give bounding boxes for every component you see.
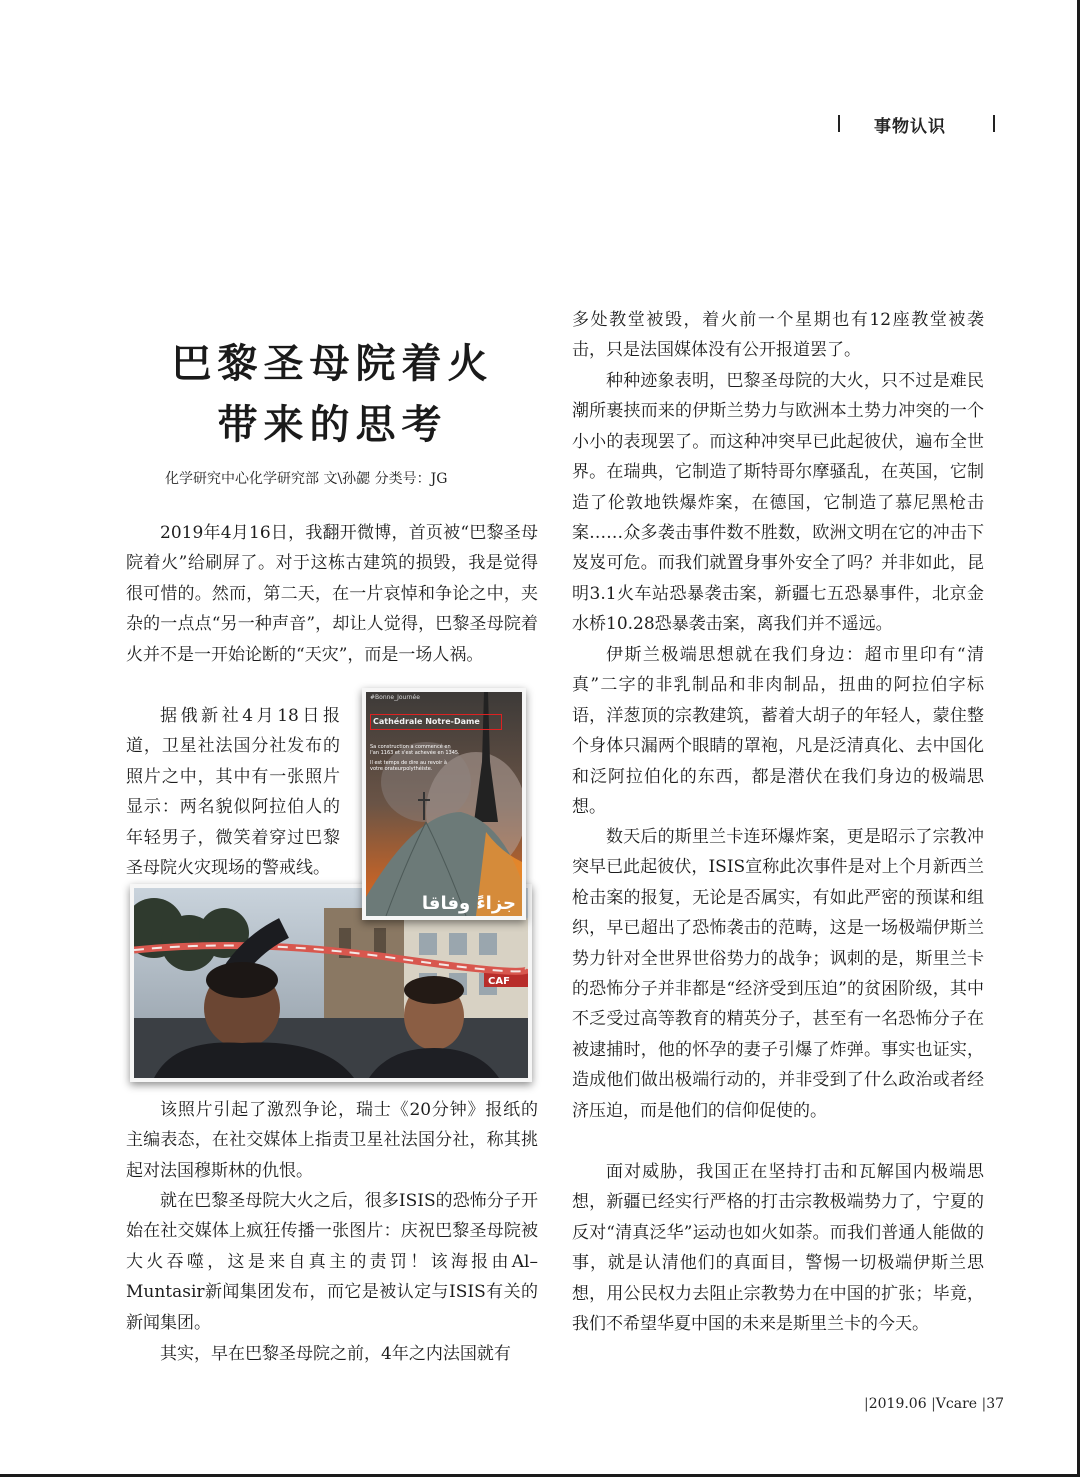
paragraph: 数天后的斯里兰卡连环爆炸案，更是昭示了宗教冲突早已此起彼伏，ISIS宣称此次事件是对上个月新西兰枪击案的报复，无论是否属实，有如此严密的预谋和组织，早已超出了恐怖袭击的范畴，这是一场极端伊斯兰势力针对全世界世俗势力的战争；讽刺的是，斯里兰卡的恐怖分子并非都是“经济受到压迫”的贫困阶级，其中不乏受过高等教育的精英分子，甚至有一名恐怖分子在被逮捕时，他的怀孕的妻子引爆了炸弹。事实也证实，造成他们做出极端行动的，并非受到了什么政治或者经济压迫，而是他们的信仰促使的。 (572, 827, 984, 1121)
divider (838, 115, 840, 132)
cafe-sign-text: CAF (488, 976, 510, 987)
divider: | (981, 1396, 987, 1412)
section-header (830, 112, 1010, 136)
section-label: 事物认识 (874, 117, 946, 137)
poster-caption: l'an 1163 et s'est achevée en 1345. (370, 750, 460, 756)
poster-tag: #Bonne_Journée (370, 694, 420, 701)
page-footer (864, 1396, 1004, 1412)
paragraph: 其实，早在巴黎圣母院之前，4年之内法国就有 (160, 1344, 511, 1364)
byline: 化学研究中心化学研究部 文\孙勰 分类号：JG (165, 471, 448, 487)
magazine-name: Vcare (935, 1396, 978, 1412)
paragraph: 种种迹象表明，巴黎圣母院的大火，只不过是难民潮所裹挟而来的伊斯兰势力与欧洲本土势力冲突的一个小小的表现罢了。而这种冲突早已此起彼伏，遍布全世界。在瑞典，它制造了斯特哥尔摩骚乱，在英国，它制造了伦敦地铁爆炸案，在德国，它制造了慕尼黑枪击案……众多袭击事件数不胜数，欧洲文明在它的冲击下岌岌可危。而我们就置身事外安全了吗？并非如此，昆明3.1火车站恐暴袭击案，新疆七五恐暴事件，北京金水桥10.28恐暴袭击案，离我们并不遥远。 (572, 371, 984, 635)
divider (993, 115, 995, 132)
paragraph: 该照片引起了激烈争论，瑞士《20分钟》报纸的主编表态，在社交媒体上指责卫星社法国分社，称其挑起对法国穆斯林的仇恨。 (126, 1100, 538, 1181)
divider: | (931, 1396, 936, 1412)
poster-caption: Sa construction a commencé en (370, 744, 451, 750)
paragraph: 多处教堂被毁，着火前一个星期也有12座教堂被袭击，只是法国媒体没有公开报道罢了。 (572, 310, 984, 361)
article-title: 巴黎圣母院着火 (171, 341, 494, 387)
poster-caption: votre orateurpolythéiste. (370, 766, 433, 772)
paragraph: 据俄新社4月18日报道，卫星社法国分社发布的照片之中，其中有一张照片显示：两名貌似阿拉伯人的年轻男子，微笑着穿过巴黎圣母院火灾现场的警戒线。 (126, 706, 340, 879)
paragraph: 就在巴黎圣母院大火之后，很多ISIS的恐怖分子开始在社交媒体上疯狂传播一张图片：庆祝巴黎圣母院被大火吞噬，这是来自真主的责罚！该海报由Al–Muntasir新闻集团发布，而它是被认定与ISIS有关的新闻集团。 (126, 1191, 538, 1333)
page-number: 37 (986, 1396, 1005, 1412)
paragraph: 2019年4月16日，我翻开微博，首页被“巴黎圣母院着火”给刷屏了。对于这栋古建筑的损毁，我是觉得很可惜的。然而，第二天，在一片哀悼和争论之中，夹杂的一点点“另一种声音”，却让人觉得，巴黎圣母院着火并不是一开始论断的“天灾”，而是一场人祸。 (126, 523, 538, 665)
divider: | (864, 1396, 869, 1412)
poster-arabic-text: جزاءً وفاقا (421, 893, 516, 914)
paragraph: 面对威胁，我国正在坚持打击和瓦解国内极端思想，新疆已经实行严格的打击宗教极端势力了，宁夏的反对“清真泛华”运动也如火如荼。而我们普通人能做的事，就是认清他们的真面目，警惕一切极端伊斯兰思想，用公民权力去阻止宗教势力在中国的扩张；毕竟，我们不希望华夏中国的未来是斯里兰卡的今天。 (572, 1162, 984, 1335)
issue-date: 2019.06 (868, 1396, 927, 1412)
poster-highlight-box: Cathédrale Notre-Dame (370, 714, 502, 730)
poster-caption: Il est temps de dire au revoir à (370, 760, 447, 766)
article-title: 带来的思考 (217, 402, 448, 448)
poster-photo (362, 688, 526, 920)
paragraph: 伊斯兰极端思想就在我们身边：超市里印有“清真”二字的非乳制品和非肉制品，扭曲的阿拉伯字标语，洋葱顶的宗教建筑，蓄着大胡子的年轻人，蒙住整个身体只漏两个眼睛的罩袍，凡是泛清真化、去中国化和泛阿拉伯化的东西，都是潜伏在我们身边的极端思想。 (572, 645, 984, 818)
